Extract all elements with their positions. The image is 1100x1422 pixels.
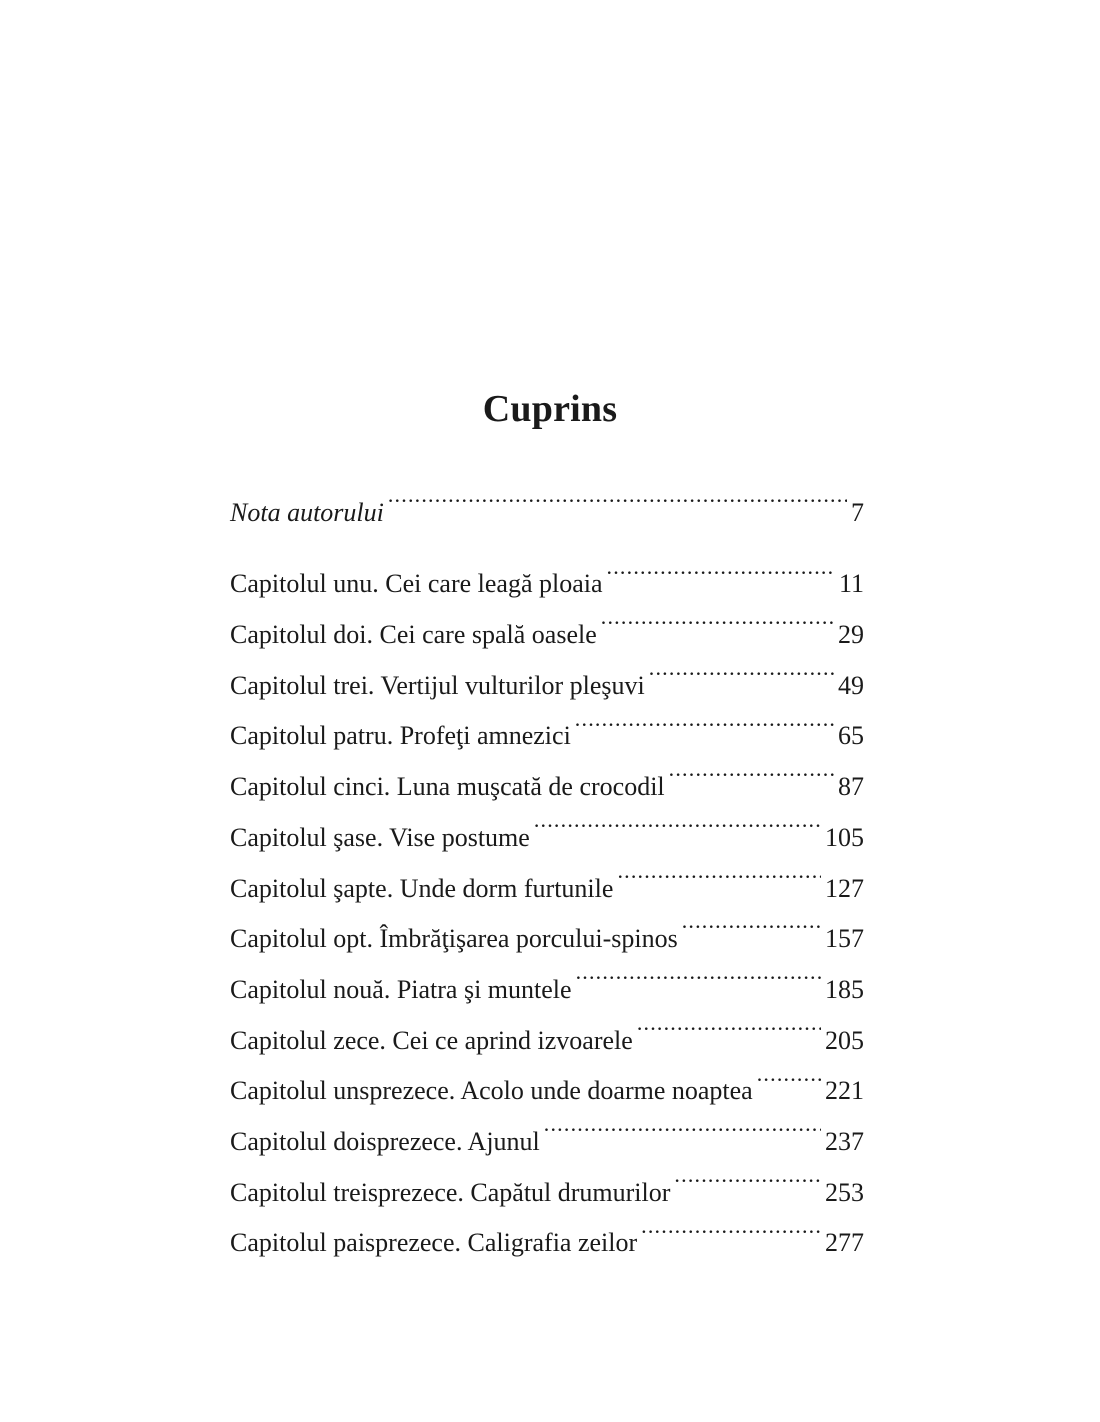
dot-leader — [649, 643, 834, 694]
dot-leader — [641, 1201, 821, 1252]
dot-leader — [669, 744, 834, 795]
dot-leader — [575, 694, 834, 745]
toc-entry-title: Capitolul zece. Cei ce aprind izvoarele — [230, 1025, 633, 1055]
toc-entry-title: Capitolul trei. Vertijul vulturilor pleşuvi — [230, 670, 645, 700]
toc-entry-page: 277 — [825, 1228, 864, 1258]
toc-entry-page: 87 — [838, 772, 864, 802]
dot-leader — [544, 1099, 821, 1150]
toc-entry-title: Capitolul şase. Vise postume — [230, 822, 530, 852]
toc-entry-title: Capitolul opt. Îmbrăţişarea porcului-spinos — [230, 924, 678, 954]
toc-entry-title: Capitolul nouă. Piatra şi muntele — [230, 974, 572, 1004]
toc-entry-page: 7 — [851, 497, 864, 527]
toc-entry-page: 253 — [825, 1177, 864, 1207]
toc-entry-page: 237 — [825, 1126, 864, 1156]
toc-entry-title: Capitolul paisprezece. Caligrafia zeilor — [230, 1228, 638, 1258]
toc-entry-title: Capitolul unu. Cei care leagă ploaia — [230, 569, 603, 599]
toc-entry-page: 29 — [838, 620, 864, 650]
toc-entry-title: Capitolul patru. Profeţi amnezici — [230, 721, 571, 751]
toc-entry-title: Capitolul unsprezece. Acolo unde doarme noaptea — [230, 1076, 753, 1106]
table-of-contents — [230, 470, 864, 1258]
dot-leader — [607, 542, 835, 593]
toc-entry-author-note[interactable] — [230, 470, 864, 527]
dot-leader — [682, 897, 821, 948]
toc-entry-page: 105 — [825, 822, 864, 852]
toc-entry-title: Capitolul şapte. Unde dorm furtunile — [230, 873, 614, 903]
dot-leader — [617, 846, 821, 897]
toc-entry-page: 65 — [838, 721, 864, 751]
toc-entry-page: 205 — [825, 1025, 864, 1055]
page-title: Cuprins — [482, 388, 618, 431]
dot-leader — [674, 1150, 821, 1201]
toc-entry-page: 157 — [825, 924, 864, 954]
toc-entry-title: Capitolul doisprezece. Ajunul — [230, 1126, 540, 1156]
toc-entry-page: 11 — [838, 569, 864, 599]
toc-entry-page: 127 — [825, 873, 864, 903]
dot-leader — [576, 947, 821, 998]
dot-leader — [601, 592, 834, 643]
toc-entry-title: Capitolul treisprezece. Capătul drumurilor — [230, 1177, 671, 1207]
dot-leader — [534, 795, 821, 846]
toc-entry-title: Capitolul doi. Cei care spală oasele — [230, 620, 597, 650]
dot-leader — [388, 470, 847, 521]
toc-entry-title: Capitolul cinci. Luna muşcată de crocodil — [230, 772, 665, 802]
dot-leader — [637, 998, 821, 1049]
toc-entry-page: 221 — [825, 1076, 864, 1106]
toc-entry-chapter-1[interactable] — [230, 542, 864, 599]
toc-entry-title: Nota autorului — [230, 497, 384, 527]
dot-leader — [757, 1049, 821, 1100]
toc-entry-page: 49 — [838, 670, 864, 700]
toc-entry-page: 185 — [825, 974, 864, 1004]
